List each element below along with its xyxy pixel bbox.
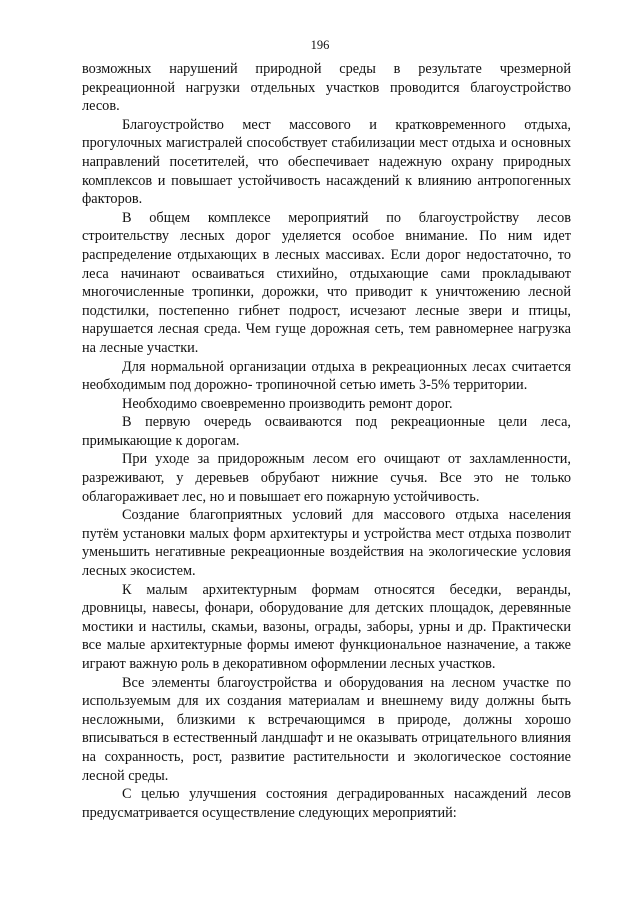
paragraph-2: Благоустройство мест массового и кратковременного отдыха, прогулочных магистралей способствует стабилизации мест отдыха и основных направлений посетителей, что обеспечивает надежную охрану природных комплексов и повышает устойчивость насаждений к влиянию антропогенных факторов. <box>82 116 571 208</box>
paragraph-3: В общем комплексе мероприятий по благоустройству лесов строительству лесных дорог уделяется особое внимание. По ним идет распределение отдыхающих в лесных массивах. Если дорог недостаточно, то леса начинают осваиваться стихийно, отдыхающие сами прокладывают многочисленные тропинки, дорожки, что приводит к уничтожению лесной подстилки, постепенно гибнет подрост, исчезают лесные звери и птицы, нарушается лесная среда. Чем гуще дорожная сеть, тем равномернее нагрузка на лесные участки. <box>82 209 571 356</box>
page-number: 196 <box>310 38 330 52</box>
paragraph-9: К малым архитектурным формам относятся беседки, веранды, дровницы, навесы, фонари, оборудование для детских площадок, деревянные мостики и настилы, скамьи, вазоны, ограды, заборы, урны и др. Практически все малые архитектурные формы имеют функциональное назначение, а также играют важную роль в декоративном оформлении лесных участков. <box>82 581 571 672</box>
text-body <box>82 60 571 822</box>
paragraph-1: возможных нарушений природной среды в результате чрезмерной рекреационной нагрузки отдельных участков проводится благоустройство лесов. <box>82 61 571 115</box>
paragraph-11: С целью улучшения состояния деградированных насаждений лесов предусматривается осуществление следующих мероприятий: <box>82 786 571 821</box>
paragraph-8: Создание благоприятных условий для массового отдыха населения путём установки малых форм архитектуры и устройства мест отдыха позволит уменьшить негативные рекреационные воздействия на экологические условия лесных экосистем. <box>82 507 571 580</box>
paragraph-4: Для нормальной организации отдыха в рекреационных лесах считается необходимым под дорожно- тропиночной сетью иметь 3-5% территории. <box>82 358 571 394</box>
paragraph-7: При уходе за придорожным лесом его очищают от захламленности, разреживают, у деревьев обрубают нижние сучья. Все это не только облагораживает лес, но и повышает его пожарную устойчивость. <box>82 451 571 505</box>
paragraph-10: Все элементы благоустройства и оборудования на лесном участке по используемым для их создания материалам и внешнему виду должны быть несложными, близкими к встречающимся в природе, должны хорошо вписываться в естественный ландшафт и не оказывать отрицательного влияния на сохранность, рост, развитие растительности и экологическое состояние лесной среды. <box>82 674 571 784</box>
paragraph-5: Необходимо своевременно производить ремонт дорог. <box>122 395 453 412</box>
paragraph-6: В первую очередь осваиваются под рекреационные цели леса, примыкающие к дорогам. <box>82 414 571 449</box>
